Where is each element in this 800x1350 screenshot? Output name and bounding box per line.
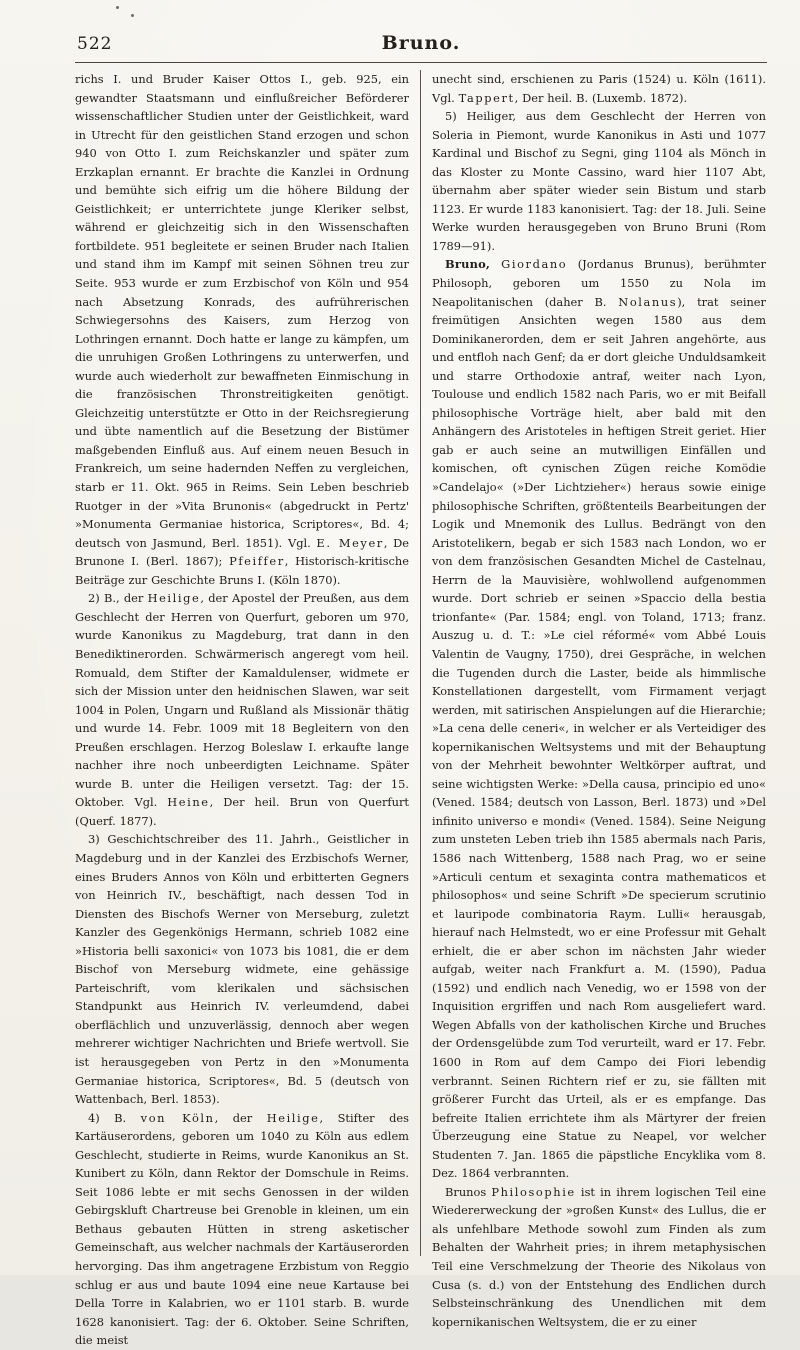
text-run: 4) B. [88, 1110, 141, 1125]
text-run: unecht sind, erschienen zu Paris (1524) u. Köln (1611). Vgl. [432, 72, 766, 105]
page-header [75, 32, 767, 60]
paragraph-bruno4-continuation [432, 70, 766, 107]
text-run: , De Brunone I. (Berl. 1867); [75, 535, 409, 569]
text-run-spaced: Giordano [501, 257, 568, 272]
paragraph-bruno3 [75, 830, 409, 1108]
text-run: , Historisch-kritische Beiträge zur Geschichte Bruns I. (Köln 1870). [75, 554, 409, 587]
text-run-spaced: Philosophie [491, 1184, 576, 1199]
text-run: , der Apostel der Preußen, aus dem Geschlecht der Herren von Querfurt, geboren um 970, wurde Kanonikus zu Magdeburg, trat dann in den Benediktinerorden. Schwärmerisch angeregt vom heil. Romuald, dem Stifter der Kamaldulenser, widmete er sich der Mission unter den heidnischen Slawen, war seit 1004 in Polen, Ungarn und Rußland als Missionär thätig und wurde 14. Febr. 1009 mit 18 Begleitern von den Preußen erschlagen. Herzog Boleslaw I. erkaufte lange nachher ihre noch unbeerdigten Leichname. Später wurde B. unter die Heiligen versetzt. Tag: der 15. Oktober. Vgl. [75, 591, 409, 810]
header-rule [75, 62, 767, 63]
text-run: , der [214, 1110, 267, 1125]
article-headword: Bruno, [445, 257, 502, 272]
text-run: (Jordanus Brunus), berühmter Philosoph, geboren um 1550 zu Nola im Neapolitanischen (daher B. [432, 257, 766, 309]
paragraph-bruno2 [75, 589, 409, 830]
text-run: , Der heil. Brun von Querfurt (Querf. 1877). [75, 795, 409, 828]
text-run-spaced: von Köln [140, 1110, 215, 1125]
text-run: , Der heil. B. (Luxemb. 1872). [514, 90, 688, 105]
running-head: Bruno. [381, 32, 461, 54]
text-block [75, 70, 767, 1348]
text-run-spaced: Nolanus [618, 294, 678, 309]
paragraph-giordano-bruno [432, 255, 766, 1182]
column-left [75, 70, 420, 1348]
text-run: richs I. und Bruder Kaiser Ottos I., geb. 925, ein gewandter Staatsmann und einflußreicher Beförderer wissenschaftlicher Studien unter der Geistlichkeit, ward in Utrecht für den geistlichen Stand erzogen und schon 940 von Otto I. zum Reichskanzler und später zum Erzkaplan ernannt. Er brachte die Kanzlei in Ordnung und bemühte sich eifrig um die höhere Bildung der Geistlichkeit; er unterrichtete junge Kleriker selbst, während er gleichzeitig sich in den Wissenschaften fortbildete. 951 begleitete er seinen Bruder nach Italien und stand ihm im Kampf mit seinen Söhnen treu zur Seite. 953 wurde er zum Erzbischof von Köln und 954 nach Absetzung Konrads, des aufrührerischen Schwiegersohns des Kaisers, zum Herzog von Lothringen ernannt. Doch hatte er lange zu kämpfen, um die unruhigen Großen Lothringens zu unterwerfen, und wurde auch wiederholt zur bewaffneten Einmischung in die französischen Thronstreitigkeiten genötigt. Gleichzeitig unterstützte er Otto in der Reichsregierung und übte namentlich auf die Besetzung der Bistümer maßgebenden Einfluß aus. Auf einem neuen Besuch in Frankreich, um seine hadernden Neffen zu vergleichen, starb er 11. Okt. 965 in Reims. Sein Leben beschrieb Ruotger in der »Vita Brunonis« (abgedruckt in Pertz' »Monumenta Germaniae historica, Scriptores«, Bd. 4; deutsch von Jasmund, Berl. 1851). Vgl. [75, 72, 409, 550]
paragraph-bruno5 [432, 107, 766, 255]
text-run: Brunos [445, 1184, 492, 1199]
scan-speckle [131, 14, 134, 17]
text-run: 3) Geschichtschreiber des 11. Jahrh., Geistlicher in Magdeburg und in der Kanzlei des Erzbischofs Werner, eines Bruders Annos von Köln und erbitterten Gegners von Heinrich IV., beschäftigt, nach dessen Tod in Diensten des Bischofs Werner von Merseburg, zuletzt Kanzler des Gegenkönigs Hermann, schrieb 1082 eine »Historia belli saxonici« von 1073 bis 1081, die er dem Bischof von Merseburg widmete, eine gehässige Parteischrift, vom klerikalen und sächsischen Standpunkt aus Heinrich IV. verleumdend, dabei oberflächlich und unzuverlässig, dennoch aber wegen mehrerer wichtiger Nachrichten und Briefe wertvoll. Sie ist herausgegeben von Pertz in den »Monumenta Germaniae historica, Scriptores«, Bd. 5 (deutsch von Wattenbach, Berl. 1853). [75, 832, 409, 1107]
text-run: , Stifter des Kartäuserordens, geboren um 1040 zu Köln aus edlem Geschlecht, studierte in Reims, wurde Kanonikus an St. Kunibert zu Köln, dann Rektor der Domschule in Reims. Seit 1086 lebte er mit sechs Genossen in der wilden Gebirgskluft Chartreuse bei Grenoble in kleinen, um ein Bethaus gebauten Hütten in streng asketischer Gemeinschaft, aus welcher nachmals der Kartäuserorden hervorging. Das ihm angetragene Erzbistum von Reggio schlug er aus und baute 1094 eine neue Kartause bei Della Torre in Kalabrien, wo er 1101 starb. B. wurde 1628 kanonisiert. Tag: der 6. Oktober. Seine Schriften, die meist [75, 1110, 410, 1348]
page-number: 522 [77, 34, 113, 54]
text-run-spaced: Heilige [266, 1110, 320, 1125]
text-run-spaced: E. Meyer [316, 535, 384, 550]
paragraph-bruno1-continuation [75, 70, 409, 589]
text-run: ist in ihrem logischen Teil eine Wiedererweckung der »großen Kunst« des Lullus, die er als unfehlbare Methode sowohl zum Finden als zum Behalten der Wahrheit pries; in ihrem metaphysischen Teil eine Verschmelzung der Theorie des Nikolaus von Cusa (s. d.) von der Entstehung des Endlichen durch Selbsteinschränkung des Unendlichen mit dem kopernikanischen Weltsystem, die er zu einer [432, 1184, 766, 1329]
text-run: 2) B., der [88, 591, 148, 606]
column-right [420, 70, 766, 1329]
text-run-spaced: Heilige [147, 591, 201, 606]
text-run-spaced: Tappert [458, 90, 515, 105]
scan-speckle [116, 6, 119, 9]
paragraph-brunos-philosophie [432, 1183, 766, 1331]
text-run: ), trat seiner freimütigen Ansichten wegen 1580 aus dem Dominikanerorden, dem er seit Jahren angehörte, aus und entfloh nach Genf; da er dort gleiche Unduldsamkeit und starre Orthodoxie antraf, weiter nach Lyon, Toulouse und endlich 1582 nach Paris, wo er mit Beifall philosophische Vorträge hielt, aber bald mit den Anhängern des Aristoteles in heftigen Streit geriet. Hier gab er auch seine an mutwilligen Einfällen und komischen, oft cynischen Zügen reiche Komödie »Candelajo« (»Der Lichtzieher«) heraus sowie einige philosophische Schriften, größtenteils Bearbeitungen der Logik und Mnemonik des Lullus. Bedrängt von den Aristotelikern, begab er sich 1583 nach London, wo er von dem französischen Gesandten Michel de Castelnau, Herrn de la Mauvisière, wohlwollend aufgenommen wurde. Dort schrieb er seinen »Spaccio della bestia trionfante« (Par. 1584; engl. von Toland, 1713; franz. Auszug u. d. T.: »Le ciel réformé« vom Abbé Louis Valentin de Vaugny, 1750), drei Gespräche, in welchen die Tugenden durch die Laster, beide als himmlische Konstellationen dargestellt, vom Firmament verjagt werden, mit satirischen Anspielungen auf die Hierarchie; »La cena delle ceneri«, in welcher er als Verteidiger des kopernikanischen Weltsystems und mit der Behauptung von der Mehrheit bewohnter Weltkörper auftrat, und seine wichtigsten Werke: »Della causa, principio ed uno« (Vened. 1584; deutsch von Lasson, Berl. 1873) und »Del infinito universo e mondi« (Vened. 1584). Seine Neigung zum unsteten Leben trieb ihn 1585 abermals nach Paris, 1586 nach Wittenberg, 1588 nach Prag, wo er seine »Articuli centum et sexaginta contra mathematicos et philosophos« und seine Schrift »De specierum scrutinio et lauripode combinatoria Raym. Lulli« herausgab, hierauf nach Helmstedt, wo er eine Professur mit Gehalt erhielt, die er aber schon im nächsten Jahr wieder aufgab, weiter nach Frankfurt a. M. (1590), Padua (1592) und endlich nach Venedig, wo er 1598 von der Inquisition ergriffen und nach Rom ausgeliefert ward. Wegen Abfalls von der katholischen Kirche und Bruches der Ordensgelübde zum Tod verurteilt, ward er 17. Febr. 1600 in Rom auf dem Campo dei Fiori lebendig verbrannt. Seinen Richtern rief er zu, sie fällten mit größerer Furcht das Urteil, als er es empfange. Das befreite Italien errichtete ihm als Märtyrer der freien Überzeugung eine Statue zu Neapel, vor welcher Studenten 7. Jan. 1865 die päpstliche Encyklika vom 8. Dez. 1864 verbrannten. [432, 294, 766, 1181]
text-run-spaced: Heine [167, 795, 210, 810]
text-run: 5) Heiliger, aus dem Geschlecht der Herren von Soleria in Piemont, wurde Kanonikus in Asti und 1077 Kardinal und Bischof zu Segni, ging 1104 als Mönch in das Kloster zu Monte Cassino, ward hier 1107 Abt, übernahm aber später wieder sein Bistum und starb 1123. Er wurde 1183 kanonisiert. Tag: der 18. Juli. Seine Werke wurden herausgegeben von Bruno Bruni (Rom 1789—91). [432, 109, 766, 253]
text-run-spaced: Pfeiffer [229, 554, 285, 569]
paragraph-bruno4 [75, 1109, 409, 1350]
